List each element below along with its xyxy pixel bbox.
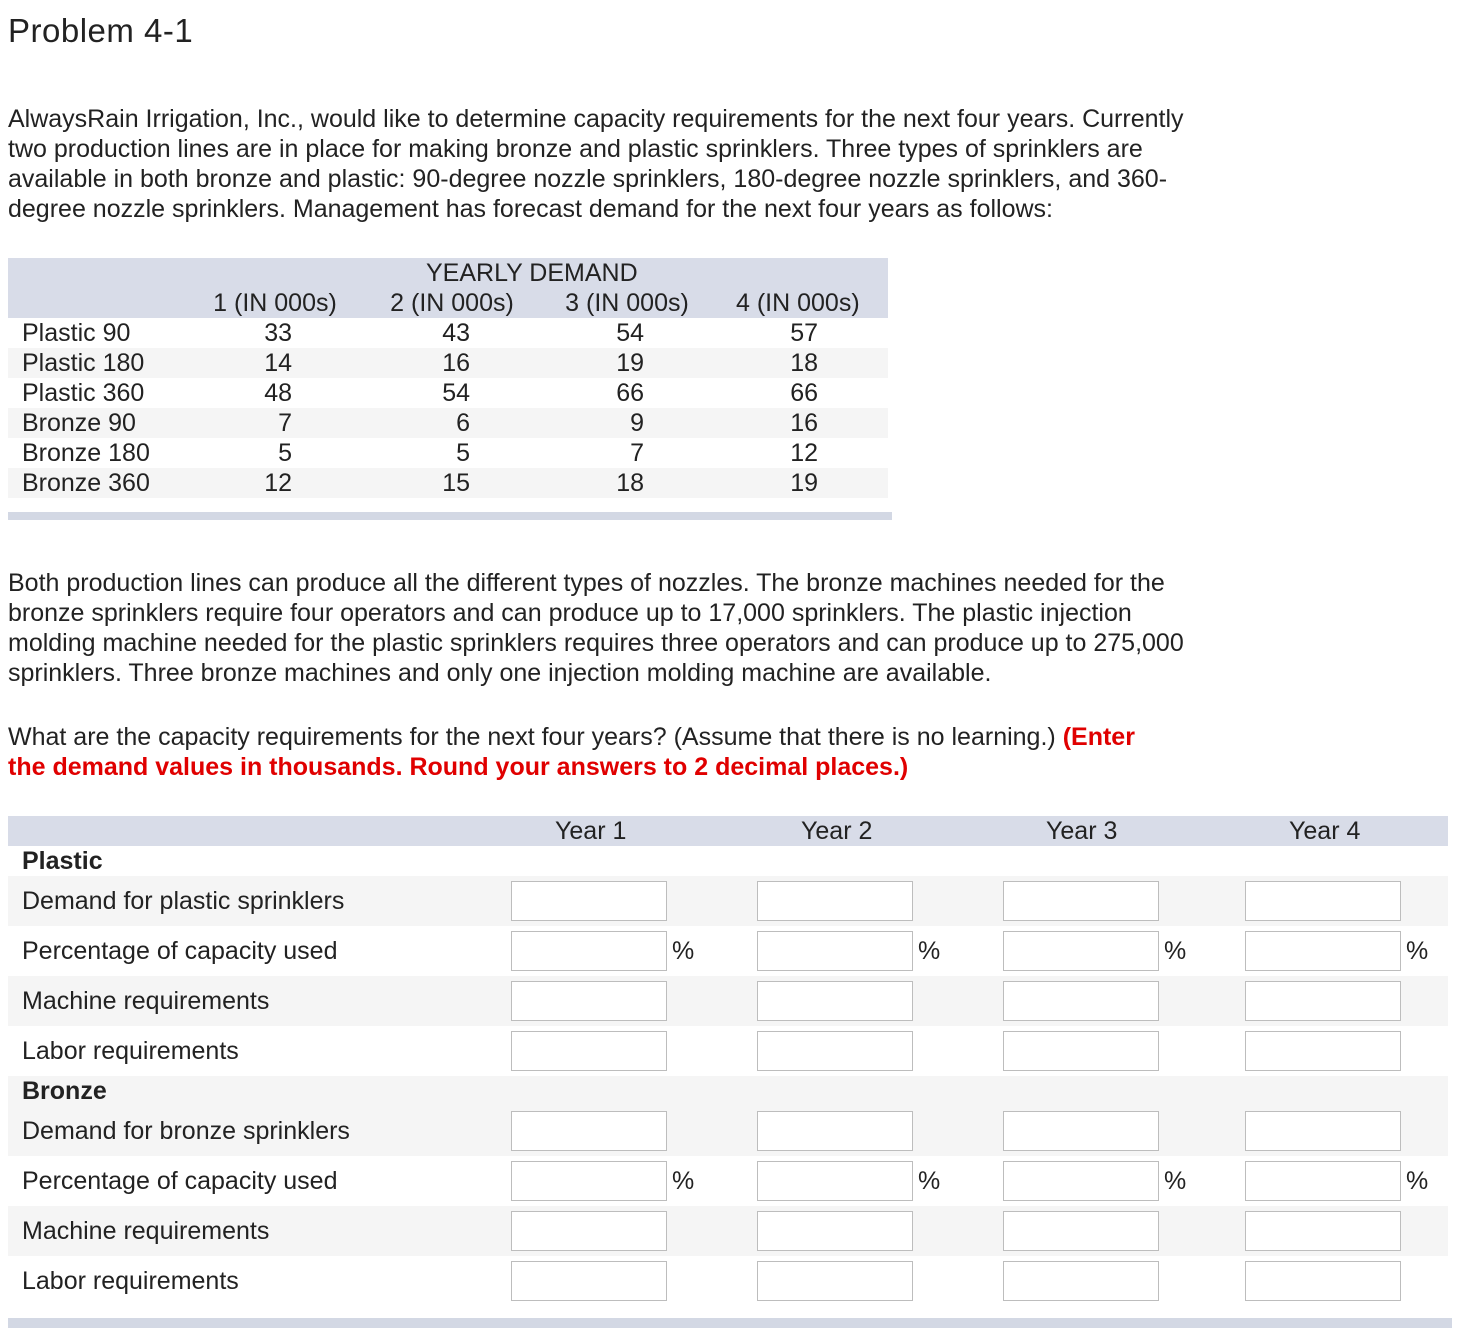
demand-value: 12 [264, 469, 292, 497]
bronze-answer-input[interactable] [1003, 1211, 1159, 1251]
table-row [8, 438, 888, 468]
bronze-answer-input[interactable] [1003, 1261, 1159, 1301]
answer-row [8, 1026, 1448, 1076]
plastic-answer-input[interactable] [757, 981, 913, 1021]
demand-value: 6 [456, 409, 470, 437]
answer-row [8, 1206, 1448, 1256]
year-header-row [8, 816, 1448, 846]
intro-line: AlwaysRain Irrigation, Inc., would like to determine capacity requirements for the next four years. Currently [8, 105, 1184, 133]
demand-value: 15 [442, 469, 470, 497]
demand-value: 12 [790, 439, 819, 467]
table-title: YEARLY DEMAND [426, 259, 638, 287]
demand-value: 5 [278, 439, 292, 467]
row-label: Plastic 90 [22, 319, 131, 347]
percent-sign: % [672, 1166, 695, 1195]
page-title: Problem 4-1 [8, 12, 194, 49]
demand-value: 7 [278, 409, 292, 437]
demand-value: 43 [442, 319, 470, 347]
demand-value: 18 [790, 349, 819, 377]
bronze-answer-input[interactable] [757, 1261, 913, 1301]
row-label: Percentage of capacity used [22, 936, 338, 965]
section-title: Plastic [22, 846, 103, 875]
bronze-answer-input[interactable] [757, 1211, 913, 1251]
demand-value: 66 [790, 379, 819, 407]
bronze-answer-input[interactable] [1245, 1161, 1401, 1201]
body-line: bronze sprinklers require four operators and can produce up to 17,000 sprinklers. The plastic injection [8, 599, 1132, 627]
answer-row [8, 1256, 1448, 1306]
plastic-answer-input[interactable] [511, 1031, 667, 1071]
row-label: Percentage of capacity used [22, 1166, 338, 1195]
answer-row [8, 976, 1448, 1026]
intro-line: two production lines are in place for making bronze and plastic sprinklers. Three types of sprinklers are [8, 135, 1143, 163]
demand-value: 48 [264, 379, 292, 407]
year-header: Year 2 [746, 816, 992, 846]
table-row [8, 378, 888, 408]
demand-value: 14 [264, 349, 292, 377]
row-label: Demand for plastic sprinklers [22, 886, 345, 915]
percent-sign: % [1406, 936, 1429, 965]
plastic-answer-input[interactable] [1003, 931, 1159, 971]
body-line: Both production lines can produce all the different types of nozzles. The bronze machines needed for the [8, 569, 1165, 597]
table-divider [8, 1318, 1452, 1328]
demand-value: 33 [264, 319, 292, 347]
demand-value: 18 [616, 469, 644, 497]
demand-value: 54 [616, 319, 644, 347]
demand-value: 66 [616, 379, 644, 407]
plastic-answer-input[interactable] [511, 931, 667, 971]
percent-sign: % [918, 936, 941, 965]
intro-line: available in both bronze and plastic: 90-degree nozzle sprinklers, 180-degree nozzle sprinklers, and 360- [8, 165, 1168, 193]
bronze-answer-input[interactable] [1245, 1261, 1401, 1301]
intro-paragraph [8, 104, 1184, 224]
body-paragraph [8, 568, 1184, 688]
bronze-answer-input[interactable] [757, 1161, 913, 1201]
plastic-answer-input[interactable] [1245, 881, 1401, 921]
row-label: Plastic 360 [22, 379, 145, 407]
demand-value: 5 [456, 439, 470, 467]
year-header: Year 1 [500, 816, 746, 846]
plastic-answer-input[interactable] [1003, 1031, 1159, 1071]
yearly-demand-table [8, 258, 888, 498]
row-label: Machine requirements [22, 1216, 270, 1245]
bronze-answer-input[interactable] [511, 1111, 667, 1151]
instruction-text: the demand values in thousands. Round your answers to 2 decimal places.) [8, 753, 909, 781]
column-header: 3 (IN 000s) [565, 289, 689, 317]
answer-row [8, 926, 1448, 976]
answer-row [8, 876, 1448, 926]
table-row [8, 468, 888, 498]
percent-sign: % [1406, 1166, 1429, 1195]
bronze-answer-input[interactable] [1245, 1111, 1401, 1151]
plastic-answer-input[interactable] [1003, 981, 1159, 1021]
demand-value: 19 [616, 349, 644, 377]
row-label: Labor requirements [22, 1036, 239, 1065]
plastic-answer-input[interactable] [1245, 1031, 1401, 1071]
answer-row [8, 1106, 1448, 1156]
plastic-answer-input[interactable] [757, 1031, 913, 1071]
bronze-answer-input[interactable] [1003, 1161, 1159, 1201]
row-label: Plastic 180 [22, 349, 145, 377]
row-label: Demand for bronze sprinklers [22, 1116, 350, 1145]
answer-row [8, 1156, 1448, 1206]
bronze-answer-input[interactable] [1245, 1211, 1401, 1251]
plastic-answer-input[interactable] [1245, 981, 1401, 1021]
column-header: 2 (IN 000s) [390, 289, 514, 317]
table-row [8, 348, 888, 378]
section-title: Bronze [22, 1076, 107, 1105]
section-header-bronze [8, 1076, 1448, 1106]
bronze-answer-input[interactable] [757, 1111, 913, 1151]
column-header: 4 (IN 000s) [736, 289, 860, 317]
table-row [8, 318, 888, 348]
plastic-answer-input[interactable] [511, 981, 667, 1021]
bronze-answer-input[interactable] [511, 1261, 667, 1301]
demand-value: 9 [630, 409, 644, 437]
question-paragraph [8, 722, 1135, 782]
bronze-answer-input[interactable] [511, 1211, 667, 1251]
section-header-plastic [8, 846, 1448, 876]
percent-sign: % [918, 1166, 941, 1195]
demand-value: 16 [790, 409, 819, 437]
row-label: Bronze 180 [22, 439, 150, 467]
percent-sign: % [672, 936, 695, 965]
header-row [8, 288, 888, 318]
demand-value: 54 [442, 379, 470, 407]
intro-line: degree nozzle sprinklers. Management has forecast demand for the next four years as follows: [8, 195, 1053, 223]
demand-value: 7 [630, 439, 644, 467]
table-row [8, 408, 888, 438]
plastic-answer-input[interactable] [1245, 931, 1401, 971]
demand-value: 19 [790, 469, 819, 497]
table-divider [8, 512, 892, 520]
row-label: Bronze 90 [22, 409, 136, 437]
body-line: molding machine needed for the plastic sprinklers requires three operators and can produce up to 275,000 [8, 629, 1184, 657]
demand-value: 16 [442, 349, 470, 377]
row-label: Bronze 360 [22, 469, 150, 497]
answer-table [8, 816, 1448, 1306]
plastic-answer-input[interactable] [1003, 881, 1159, 921]
plastic-answer-input[interactable] [757, 931, 913, 971]
demand-value: 57 [790, 319, 819, 347]
column-header: 1 (IN 000s) [213, 289, 337, 317]
instruction-text: (Enter [1062, 723, 1135, 751]
plastic-answer-input[interactable] [511, 881, 667, 921]
row-label: Labor requirements [22, 1266, 239, 1295]
plastic-answer-input[interactable] [757, 881, 913, 921]
question-text: What are the capacity requirements for the next four years? (Assume that there is no learning.) [8, 723, 1063, 751]
year-header: Year 3 [992, 816, 1234, 846]
row-label: Machine requirements [22, 986, 270, 1015]
year-header: Year 4 [1234, 816, 1448, 846]
percent-sign: % [1164, 1166, 1187, 1195]
body-line: sprinklers. Three bronze machines and only one injection molding machine are available. [8, 659, 992, 687]
bronze-answer-input[interactable] [511, 1161, 667, 1201]
percent-sign: % [1164, 936, 1187, 965]
bronze-answer-input[interactable] [1003, 1111, 1159, 1151]
